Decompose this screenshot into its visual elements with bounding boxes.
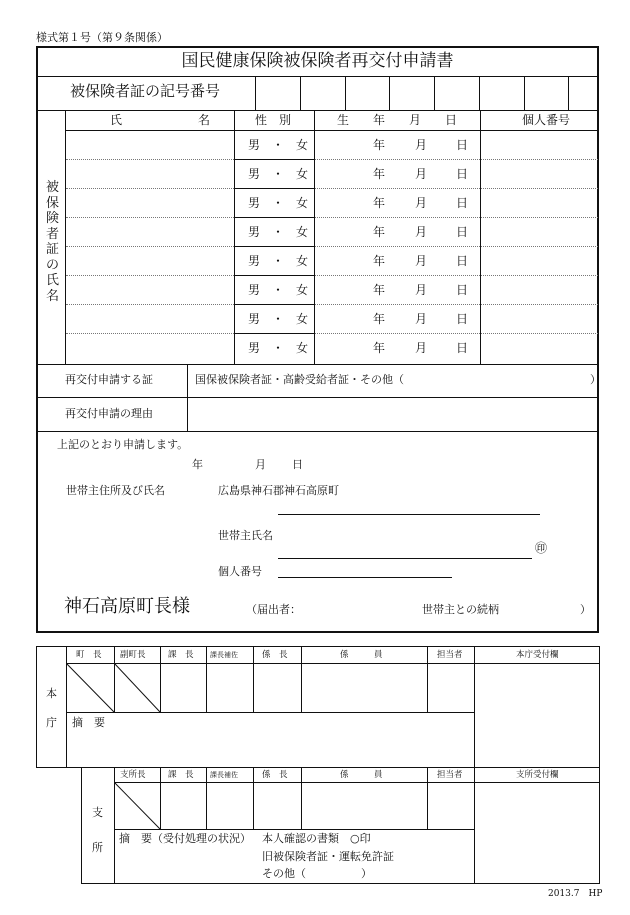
submitter-label: （届出者： [246,603,301,616]
row-separator [234,217,314,218]
birthdate-cell[interactable] [315,160,479,187]
insured-name-cell[interactable] [66,247,233,274]
col-mynumber: 個人番号 [522,113,571,127]
main-header-staff: 係 員 [340,650,383,660]
birth-year-label: 年 [373,138,386,152]
main-header-reception: 本庁受付欄 [516,650,559,660]
insured-name-cell[interactable] [66,189,233,216]
birth-day-label: 日 [456,225,469,239]
birthdate-cell[interactable] [315,218,479,245]
sex-option[interactable]: 男 ・ 女 [248,196,309,210]
birth-month-label: 月 [415,196,428,210]
birth-year-label: 年 [373,196,386,210]
branch-check-1: 本人確認の書類 ○印 [262,832,371,845]
birth-day-label: 日 [456,138,469,152]
branch-office-side-2: 所 [92,841,103,854]
mynumber-cell[interactable] [481,131,597,158]
birth-day-label: 日 [456,167,469,181]
birth-month-label: 月 [415,225,428,239]
insured-number-cell[interactable] [256,77,598,110]
birth-year-label: 年 [373,254,386,268]
address-line[interactable] [278,514,540,515]
insured-name-cell[interactable] [66,276,233,303]
main-diagonal-strikes [66,663,161,713]
seal-mark: ㊞ [535,541,548,555]
branch-office-side-1: 支 [92,806,103,819]
main-header-unit-chief: 係 長 [262,650,288,660]
apply-statement: 上記のとおり申請します。 [57,438,189,451]
birthdate-cell[interactable] [315,305,479,332]
date-year: 年 [192,458,203,471]
birth-day-label: 日 [456,196,469,210]
mynumber-cell[interactable] [481,160,597,187]
householder-address-label: 世帯主住所及び氏名 [66,484,165,497]
branch-check-2: 旧被保険者証・運転免許証 [262,850,394,863]
birth-month-label: 月 [415,312,428,326]
birth-day-label: 日 [456,312,469,326]
main-header-mayor: 町 長 [76,650,102,660]
insured-name-cell[interactable] [66,305,233,332]
sex-option[interactable]: 男 ・ 女 [248,312,309,326]
insured-name-cell[interactable] [66,334,233,361]
birth-month-label: 月 [415,167,428,181]
insured-name-cell[interactable] [66,218,233,245]
main-header-assistant-chief: 課長補佐 [210,651,238,659]
mynumber-cell[interactable] [481,334,597,361]
relation-label: 世帯主との続柄 [422,603,499,616]
birth-day-label: 日 [456,283,469,297]
mynumber-cell[interactable] [481,276,597,303]
birth-month-label: 月 [415,254,428,268]
birth-year-label: 年 [373,167,386,181]
row-separator [234,159,314,160]
birth-day-label: 日 [456,341,469,355]
birth-month-label: 月 [415,138,428,152]
sex-option[interactable]: 男 ・ 女 [248,283,309,297]
sex-option[interactable]: 男 ・ 女 [248,254,309,268]
birthdate-cell[interactable] [315,334,479,361]
addressee: 神石高原町長様 [64,596,190,617]
birthdate-cell[interactable] [315,276,479,303]
branch-header-branch-chief: 支所長 [120,770,146,780]
sex-option[interactable]: 男 ・ 女 [248,341,309,355]
branch-header-assistant-chief: 課長補佐 [210,771,238,779]
col-name-1: 氏 [110,113,123,127]
householder-name-line[interactable] [278,558,532,559]
insured-name-cell[interactable] [66,131,233,158]
col-name-2: 名 [198,113,211,127]
row-separator [234,275,314,276]
sex-option[interactable]: 男 ・ 女 [248,225,309,239]
main-header-section-chief: 課 長 [168,650,194,660]
branch-header-reception: 支所受付欄 [516,770,559,780]
mynumber-cell[interactable] [481,218,597,245]
mynumber-cell[interactable] [481,189,597,216]
row-separator [234,333,314,334]
insured-section-label: 被保険者証の氏名 [46,180,60,304]
main-office-side-1: 本 [46,687,57,700]
birthdate-cell[interactable] [315,131,479,158]
insured-number-label: 被保険者証の記号番号 [70,82,221,100]
reissue-reason-label: 再交付申請の理由 [65,407,153,420]
reissue-card-close: ） [590,373,601,386]
row-separator [234,188,314,189]
address-prefix: 広島県神石郡神石高原町 [218,484,339,497]
branch-check-3: その他（ ） [262,867,372,880]
branch-diagonal-strike [114,782,161,830]
date-day: 日 [292,458,303,471]
row-separator [234,304,314,305]
reissue-card-label: 再交付申請する証 [65,373,153,386]
main-office-side-2: 庁 [46,716,57,729]
row-separator [234,246,314,247]
main-summary-label: 摘 要 [72,716,105,729]
reissue-reason-field[interactable] [188,398,598,431]
col-sex: 性 別 [255,113,292,127]
birth-day-label: 日 [456,254,469,268]
branch-header-officer: 担当者 [437,770,463,780]
col-birth: 生 年 月 日 [337,113,458,127]
relation-close: ） [580,603,591,616]
branch-header-staff: 係 員 [340,770,383,780]
birth-month-label: 月 [415,341,428,355]
mynumber-cell[interactable] [481,305,597,332]
reissue-card-options[interactable]: 国保被保険者証・高齢受給者証・その他（ [195,373,404,386]
footer-version: 2013.7 HP [548,889,603,899]
main-header-vice-mayor: 副町長 [120,650,146,660]
branch-summary-label: 摘 要（受付処理の状況） [119,832,251,845]
date-month: 月 [255,458,266,471]
branch-header-unit-chief: 係 長 [262,770,288,780]
branch-header-section-chief: 課 長 [168,770,194,780]
mynumber-cell[interactable] [481,247,597,274]
birth-month-label: 月 [415,283,428,297]
birth-year-label: 年 [373,283,386,297]
birthdate-cell[interactable] [315,189,479,216]
sex-option[interactable]: 男 ・ 女 [248,138,309,152]
insured-name-cell[interactable] [66,160,233,187]
birth-year-label: 年 [373,225,386,239]
householder-name-label: 世帯主氏名 [218,529,273,542]
birth-year-label: 年 [373,341,386,355]
personal-number-line[interactable] [278,577,452,578]
personal-number-label: 個人番号 [218,565,262,578]
main-header-officer: 担当者 [437,650,463,660]
sex-option[interactable]: 男 ・ 女 [248,167,309,181]
form-number: 様式第１号（第９条関係） [36,31,168,44]
birthdate-cell[interactable] [315,247,479,274]
birth-year-label: 年 [373,312,386,326]
form-title: 国民健康保険被保険者再交付申請書 [181,51,454,71]
